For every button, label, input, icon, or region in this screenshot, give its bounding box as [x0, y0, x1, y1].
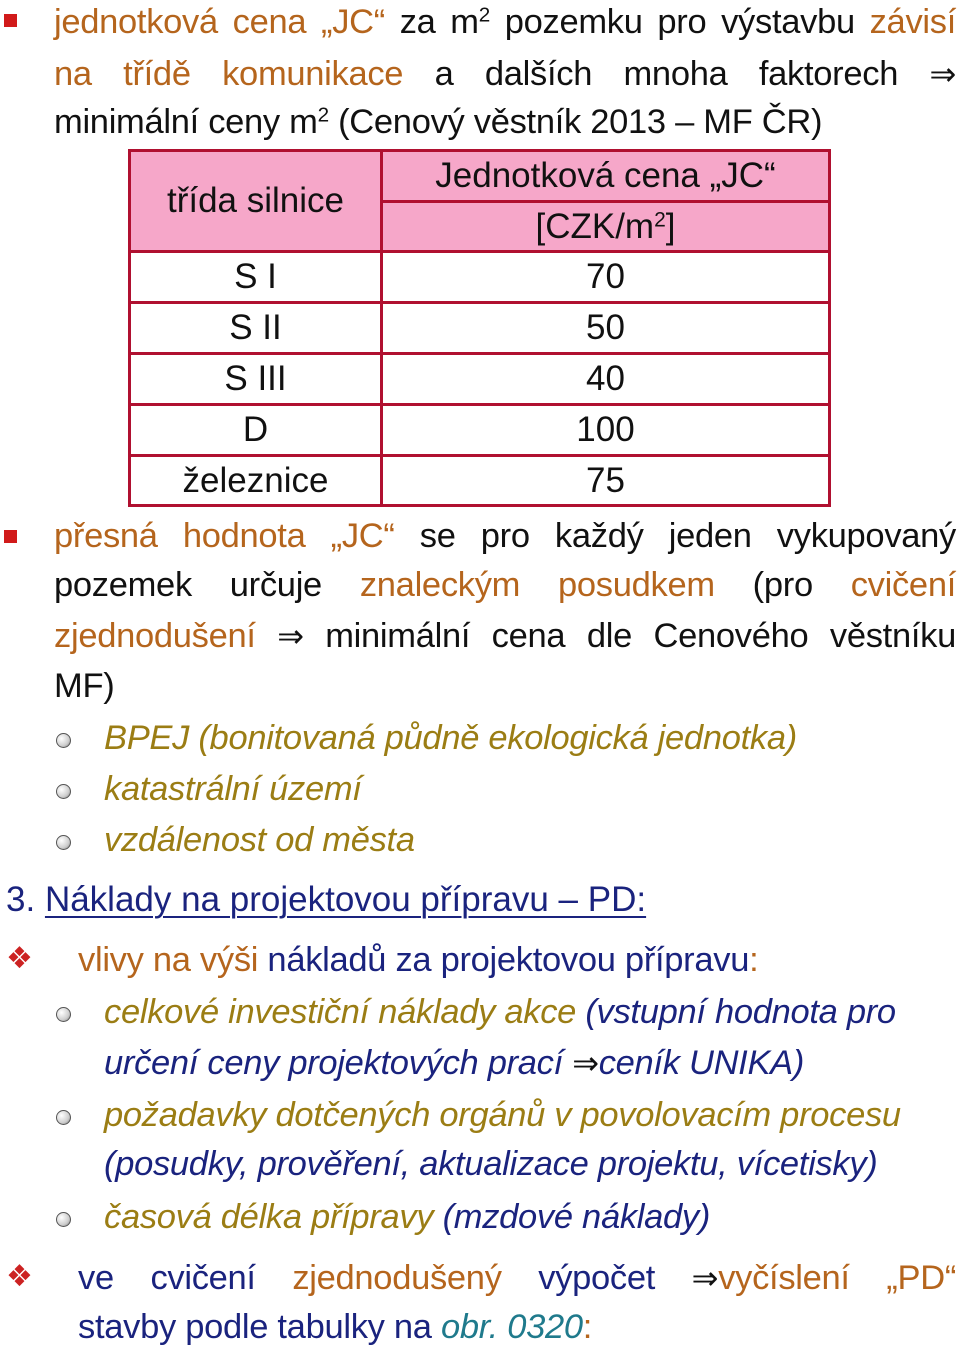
- para2-line1: [54, 516, 956, 556]
- unit-price-table: [128, 149, 831, 507]
- text: :: [582, 1308, 593, 1346]
- cell-text: 40: [586, 359, 625, 398]
- text: minimální cena dle Cenového věstníku: [303, 617, 956, 655]
- item2-line1: [78, 1258, 956, 1298]
- round-bullet-icon: [56, 1007, 71, 1022]
- factor-text: katastrální území: [104, 770, 362, 808]
- header-text: Jednotková cena „JC“: [435, 156, 776, 195]
- text-simplified: zjednodušený: [292, 1259, 502, 1297]
- square-bullet-icon: [4, 530, 17, 543]
- table-header-unit-price: [383, 152, 828, 203]
- text: výpočet: [501, 1259, 692, 1297]
- cell-text: D: [242, 410, 269, 449]
- factor-item: [104, 718, 797, 758]
- text-exercise: cvičení: [850, 566, 956, 604]
- cell-text: S I: [234, 257, 277, 296]
- implies-arrow-icon: ⇒: [572, 1044, 599, 1082]
- text: se pro každý jeden vykupovaný: [394, 517, 956, 555]
- cell-text: 70: [586, 257, 625, 296]
- factor-text: BPEJ (bonitovaná půdně ekologická jednotka): [104, 719, 797, 757]
- header-text: ]: [665, 206, 676, 246]
- text-unit-price: jednotková cena „JC“: [54, 3, 385, 41]
- text-influences: vlivy na výši: [78, 941, 259, 979]
- table-header-road-class: [131, 152, 383, 253]
- table-cell-class: [131, 304, 383, 355]
- implies-arrow-icon: ⇒: [691, 1259, 719, 1297]
- text: stavby podle tabulky na: [78, 1308, 441, 1346]
- cell-text: 75: [586, 460, 625, 500]
- para1-line3: [54, 102, 822, 142]
- table-cell-price: [383, 253, 828, 304]
- para1-line2: [54, 54, 956, 94]
- figure-reference-link[interactable]: obr. 0320: [440, 1308, 583, 1346]
- text-investment-costs: celkové investiční náklady akce: [104, 993, 577, 1031]
- round-bullet-icon: [56, 784, 71, 799]
- text-quantification: vyčíslení „PD“: [718, 1259, 957, 1297]
- subitem2-line2: [104, 1144, 877, 1184]
- diamond-bullet-icon: ❖: [6, 941, 33, 976]
- implies-arrow-icon: ⇒: [929, 55, 956, 93]
- round-bullet-icon: [56, 1110, 71, 1125]
- round-bullet-icon: [56, 1212, 71, 1227]
- diamond-bullet-icon: ❖: [6, 1259, 33, 1294]
- text: (Cenový věstník 2013 – MF ČR): [328, 103, 823, 141]
- section-title: Náklady na projektovou přípravu – PD:: [44, 880, 647, 919]
- table-cell-price: [383, 355, 828, 406]
- cell-text: 50: [586, 308, 625, 347]
- text-expert-report: znaleckým posudkem: [359, 566, 715, 604]
- text: pozemek určuje: [54, 566, 360, 604]
- text-exact-value: přesná hodnota „JC“: [54, 517, 395, 555]
- para2-line3: [54, 616, 956, 656]
- text: a dalších mnoha faktorech: [403, 55, 930, 93]
- text-depends: závisí: [869, 3, 956, 41]
- item2-line2: [78, 1307, 592, 1347]
- text-authority-requirements: požadavky dotčených orgánů v povolovacím procesu: [104, 1096, 901, 1134]
- text: pozemku pro výstavbu: [489, 3, 870, 41]
- text: určení ceny projektových prací: [104, 1044, 573, 1082]
- item1-line: [78, 940, 758, 980]
- factor-item: [104, 769, 362, 809]
- text: :: [749, 941, 759, 979]
- text: (vstupní hodnota pro: [576, 993, 896, 1031]
- cell-text: 100: [576, 410, 635, 449]
- table-cell-class: [131, 253, 383, 304]
- text-simplification: zjednodušení: [54, 617, 256, 655]
- table-cell-class: [131, 406, 383, 457]
- text: ceník UNIKA): [598, 1044, 805, 1082]
- table-cell-class: [131, 457, 383, 504]
- subitem2-line1: [104, 1095, 901, 1135]
- text: ve cvičení: [78, 1259, 293, 1297]
- text: nákladů za projektovou přípravu: [258, 941, 750, 979]
- subitem1-line1: [104, 992, 896, 1032]
- table-cell-price: [383, 406, 828, 457]
- implies-arrow-icon: ⇒: [277, 617, 304, 655]
- round-bullet-icon: [56, 733, 71, 748]
- para2-line4: [54, 666, 114, 706]
- cell-text: S II: [229, 308, 282, 347]
- table-cell-price: [383, 304, 828, 355]
- para2-line2: [54, 565, 956, 605]
- factor-item: [104, 820, 415, 860]
- text: MF): [54, 667, 115, 705]
- square-bullet-icon: [4, 14, 17, 27]
- text: (posudky, prověření, aktualizace projektu, vícetisky): [104, 1145, 878, 1183]
- superscript: 2: [654, 207, 666, 231]
- text: minimální ceny m: [54, 103, 318, 141]
- section-number: 3.: [6, 880, 36, 919]
- superscript: 2: [478, 3, 490, 27]
- para1-line1: [54, 2, 956, 42]
- header-text: [CZK/m: [535, 206, 655, 246]
- text: (pro: [714, 566, 851, 604]
- superscript: 2: [317, 103, 329, 127]
- table-cell-price: [383, 457, 828, 504]
- table-header-unit: [383, 203, 828, 253]
- factor-text: vzdálenost od města: [104, 821, 415, 859]
- section-heading: [6, 880, 646, 920]
- text-road-class: na třídě komunikace: [54, 55, 404, 93]
- text: za m: [384, 3, 479, 41]
- text: (mzdové náklady): [433, 1198, 711, 1236]
- text-preparation-time: časová délka přípravy: [104, 1198, 434, 1236]
- subitem3-line: [104, 1197, 710, 1237]
- round-bullet-icon: [56, 835, 71, 850]
- table-cell-class: [131, 355, 383, 406]
- cell-text: S III: [224, 359, 287, 398]
- cell-text: železnice: [182, 460, 329, 500]
- header-text: třída silnice: [166, 181, 345, 220]
- subitem1-line2: [104, 1043, 804, 1083]
